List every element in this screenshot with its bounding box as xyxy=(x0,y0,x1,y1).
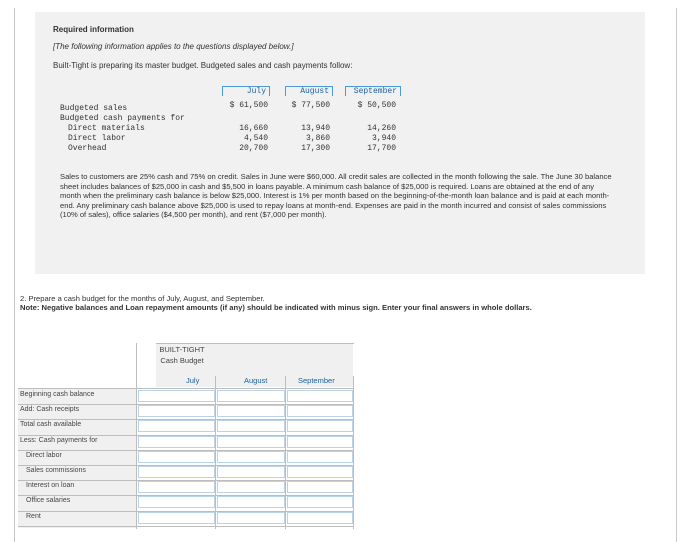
cb-input-august[interactable] xyxy=(217,512,285,524)
col-header-august: August xyxy=(285,86,333,96)
frame-border-left xyxy=(14,8,15,542)
cash-budget-title: Cash Budget xyxy=(160,356,204,365)
dl-july: 4,540 xyxy=(243,134,268,143)
cb-input-september[interactable] xyxy=(287,496,353,508)
company-line: Built-Tight is preparing its master budget. Budgeted sales and cash payments follow: xyxy=(53,61,353,70)
cb-input-september[interactable] xyxy=(287,466,353,478)
cb-col-august: August xyxy=(244,376,268,385)
row-budgeted-sales: Budgeted sales xyxy=(60,104,128,113)
col-header-september: September xyxy=(345,86,401,96)
cb-input-september[interactable] xyxy=(287,481,353,493)
frame-border-right xyxy=(676,8,677,542)
row-overhead: Overhead xyxy=(68,144,107,153)
cb-input-july[interactable] xyxy=(138,405,215,417)
cb-row-label: Office salaries xyxy=(26,497,71,505)
assumptions-paragraph: Sales to customers are 25% cash and 75% on credit. Sales in June were $60,000. All credit sales are collected in the month following the sale. The June 30 balance sheet includes balances of $25,000 in cash and $5,500 in loans payable. A minimum cash balance of $25,000 is required. Loans are obtained at the end of any month when the preliminary cash balance is below $25,000. Interest is 1% per month based on the beginning-of-the-month loan balance and is paid at each month-end. Any preliminary cash balance above $25,000 is used to repay loans at month-end. Expenses are paid in the month incurred and consist of sales commissions (10% of sales), office salaries ($4,500 per month), and rent ($7,000 per month). xyxy=(60,172,612,220)
cb-input-september[interactable] xyxy=(287,390,353,402)
col-header-july: July xyxy=(222,86,270,96)
cb-row-label: Interest on loan xyxy=(26,482,75,490)
dm-august: 13,940 xyxy=(301,124,330,133)
grid-h-row xyxy=(18,526,354,527)
cb-input-july[interactable] xyxy=(138,390,215,402)
question-note: Note: Negative balances and Loan repayment amounts (if any) should be indicated with minus sign. Enter your final answers in whole dollars. xyxy=(20,303,532,312)
grid-h-top xyxy=(156,343,354,344)
grid-v-3 xyxy=(285,376,286,529)
cb-row-label: Total cash available xyxy=(20,421,82,429)
cash-budget-company: BUILT-TIGHT xyxy=(159,345,205,354)
cb-input-august[interactable] xyxy=(217,466,285,478)
grid-v-4 xyxy=(353,376,354,529)
cb-row-label: Sales commissions xyxy=(26,467,86,474)
cb-input-august[interactable] xyxy=(217,496,285,508)
cb-input-september[interactable] xyxy=(287,420,353,432)
cb-input-july[interactable] xyxy=(138,466,215,478)
cb-col-september: September xyxy=(298,376,335,385)
required-info-title: Required information xyxy=(53,25,134,34)
cb-input-august[interactable] xyxy=(217,436,285,448)
cb-input-september[interactable] xyxy=(287,405,353,417)
row-direct-labor: Direct labor xyxy=(68,134,126,143)
dm-september: 14,260 xyxy=(367,124,396,133)
grid-v-1 xyxy=(136,343,137,529)
cb-input-september[interactable] xyxy=(287,451,353,463)
cb-input-july[interactable] xyxy=(138,451,215,463)
intro-text: [The following information applies to the questions displayed below.] xyxy=(53,42,294,51)
cb-input-august[interactable] xyxy=(217,405,285,417)
grid-v-2 xyxy=(215,376,216,529)
dl-september: 3,940 xyxy=(371,134,396,143)
cb-input-august[interactable] xyxy=(217,451,285,463)
cb-row-label: Less: Cash payments for xyxy=(20,436,98,444)
cb-input-august[interactable] xyxy=(217,420,285,432)
dl-august: 3,860 xyxy=(305,134,330,143)
sales-september: $ 50,500 xyxy=(357,101,396,110)
cb-input-july[interactable] xyxy=(138,481,215,493)
sales-july: $ 61,500 xyxy=(229,101,268,110)
oh-august: 17,300 xyxy=(301,144,330,153)
grid-h-head xyxy=(18,388,354,389)
cb-input-september[interactable] xyxy=(287,436,353,448)
oh-september: 17,700 xyxy=(367,144,396,153)
sales-august: $ 77,500 xyxy=(291,101,330,110)
cb-input-july[interactable] xyxy=(138,512,215,524)
cb-row-label: Direct labor xyxy=(26,451,62,459)
dm-july: 16,660 xyxy=(239,124,268,133)
cb-row-label: Rent xyxy=(26,512,41,520)
row-direct-materials: Direct materials xyxy=(68,124,145,133)
oh-july: 20,700 xyxy=(239,144,268,153)
cb-input-july[interactable] xyxy=(138,496,215,508)
cb-col-july: July xyxy=(186,376,200,385)
cb-row-label: Add: Cash receipts xyxy=(20,406,80,414)
cb-input-august[interactable] xyxy=(217,390,285,402)
cb-input-september[interactable] xyxy=(287,512,353,524)
cb-input-august[interactable] xyxy=(217,481,285,493)
budget-table xyxy=(60,84,430,168)
cb-row-label: Beginning cash balance xyxy=(20,391,95,398)
question-2-text: 2. Prepare a cash budget for the months of July, August, and September. xyxy=(20,294,265,303)
cb-input-july[interactable] xyxy=(138,436,215,448)
row-cash-payments: Budgeted cash payments for xyxy=(60,114,185,123)
cb-input-july[interactable] xyxy=(138,420,215,432)
